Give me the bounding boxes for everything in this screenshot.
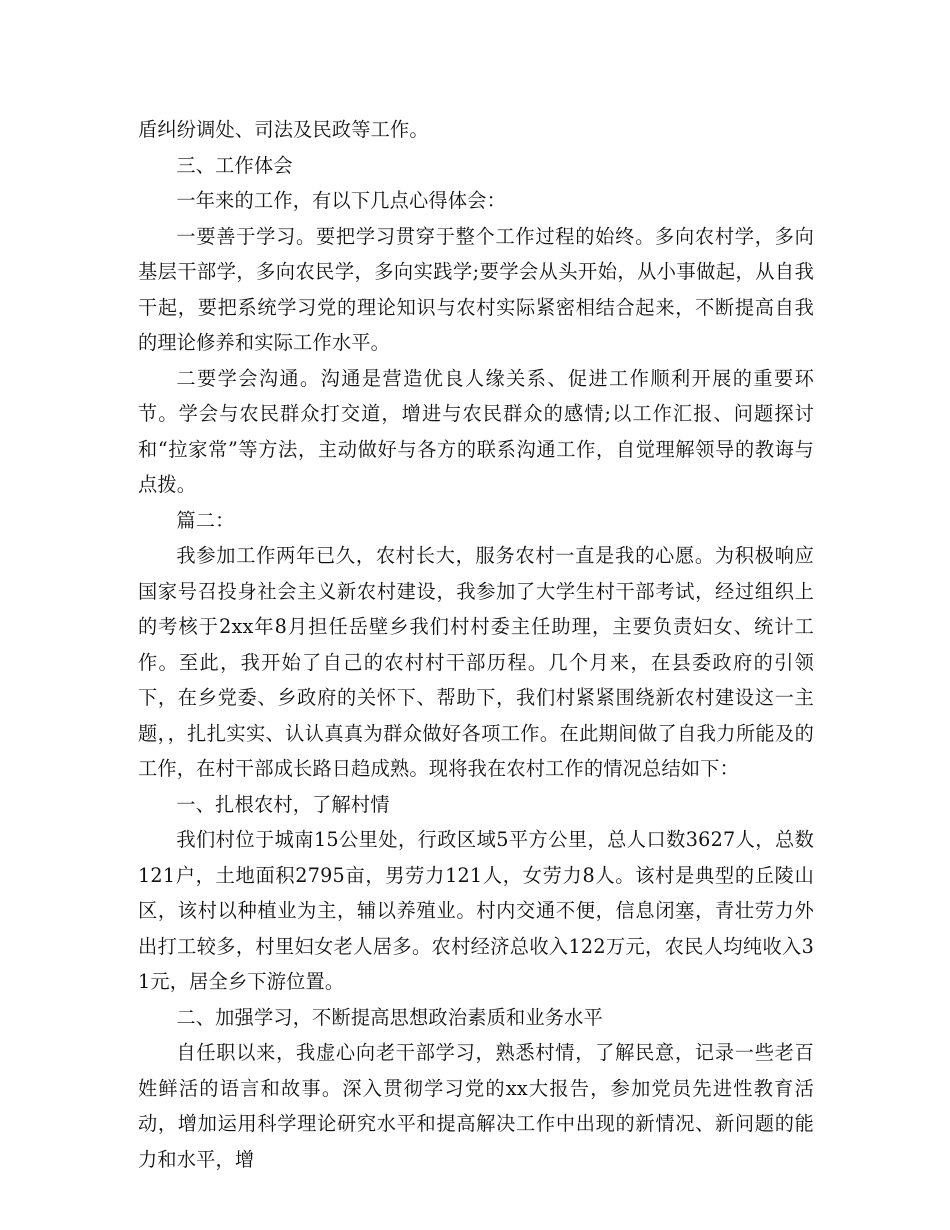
paragraph-background: 我参加工作两年已久，农村长大，服务农村一直是我的心愿。为积极响应国家号召投身社会主义新农村建设，我参加了大学生村干部考试，经过组织上的考核于2xx年8月担任岳壁乡我们村村委主任助理，主要负责妇女、统计工作。至此，我开始了自己的农村村干部历程。几个月来，在县委政府的引领下，在乡党委、乡政府的关怀下、帮助下，我们村紧紧围绕新农村建设这一主题，，扎扎实实、认认真真为群众做好各项工作。在此期间做了自我力所能及的工作，在村干部成长路日趋成熟。现将我在农村工作的情况总结如下：	[138, 544, 814, 780]
paragraph-continuation: 盾纠纷调处、司法及民政等工作。	[138, 118, 429, 141]
section-heading-study: 二、加强学习，不断提高思想政治素质和业务水平	[176, 1005, 603, 1029]
paragraph-village-info: 我们村位于城南15公里处，行政区域5平方公里，总人口数3627人，总数121户，土地面积2795亩，男劳力121人，女劳力8人。该村是典型的丘陵山区，该村以种植业为主，辅以养殖业。村内交通不便，信息闭塞，青壮劳力外出打工较多，村里妇女老人居多。农村经济总收入122万元，农民人均纯收入31元，居全乡下游位置。	[138, 828, 814, 993]
paragraph-study: 自任职以来，我虚心向老干部学习，熟悉村情，了解民意，记录一些老百姓鲜活的语言和故事。深入贯彻学习党的xx大报告，参加党员先进性教育活动，增加运用科学理论研究水平和提高解决工作中出现的新情况、新问题的能力和水平，增	[138, 1041, 814, 1171]
paragraph-communication: 二要学会沟通。沟通是营造优良人缘关系、促进工作顺利开展的重要环节。学会与农民群众打交道，增进与农民群众的感情;以工作汇报、问题探讨和“拉家常”等方法，主动做好与各方的联系沟通工作，自觉理解领导的教诲与点拨。	[138, 366, 814, 496]
section-heading-work-experience: 三、工作体会	[176, 153, 293, 177]
document-page	[138, 112, 814, 1177]
part-heading-two: 篇二：	[176, 508, 235, 532]
section-heading-village: 一、扎根农村，了解村情	[176, 792, 390, 816]
paragraph-learning: 一要善于学习。要把学习贯穿于整个工作过程的始终。多向农村学，多向基层干部学，多向农民学，多向实践学;要学会从头开始，从小事做起，从自我干起，要把系统学习党的理论知识与农村实际紧密相结合起来，不断提高自我的理论修养和实际工作水平。	[138, 224, 814, 354]
paragraph-intro: 一年来的工作，有以下几点心得体会：	[176, 189, 506, 212]
